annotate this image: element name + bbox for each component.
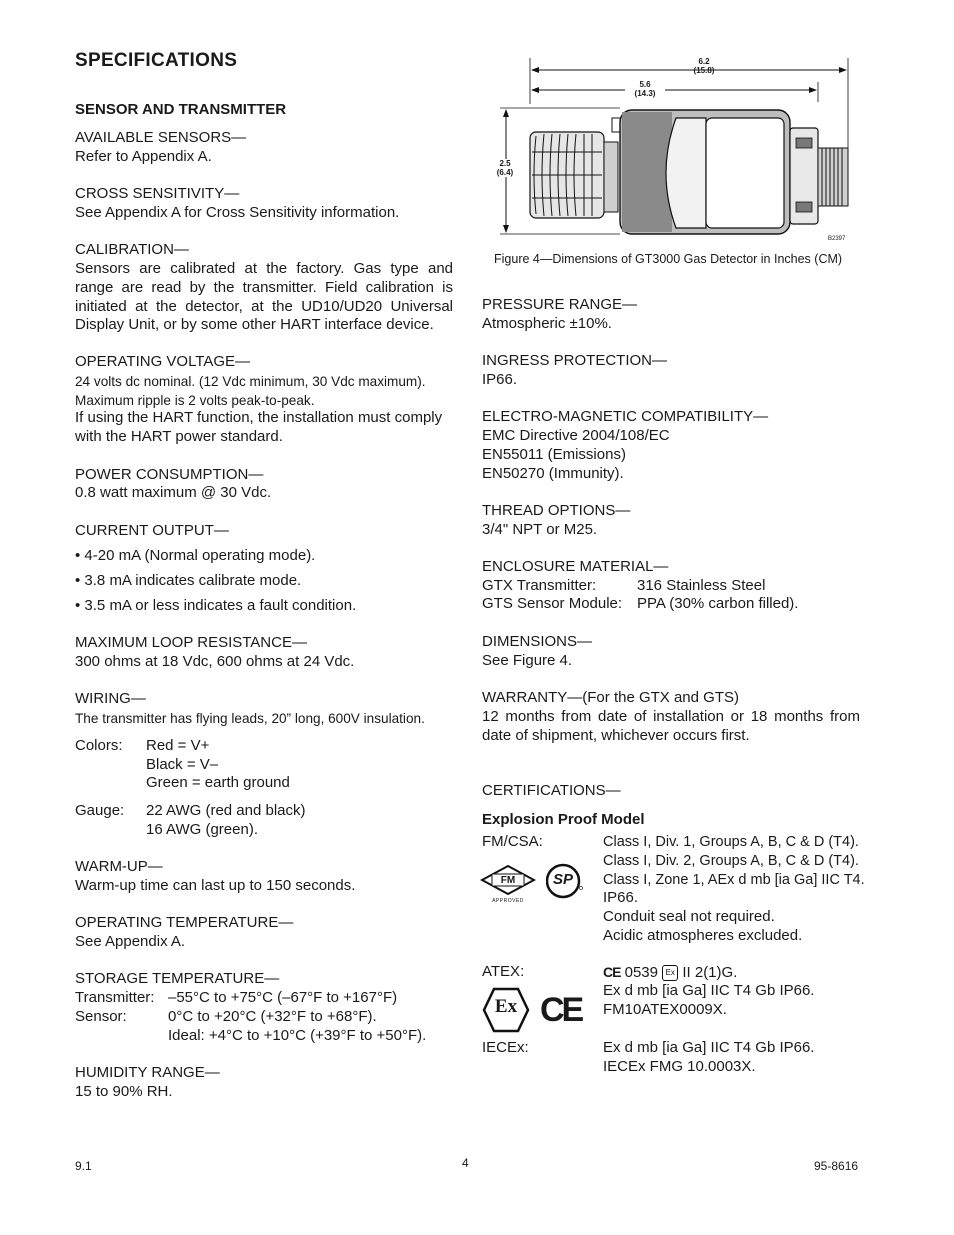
csa-logo (546, 862, 580, 898)
operating-temp-text: See Appendix A. (75, 933, 186, 950)
explosion-proof-model: Explosion Proof Model (482, 811, 645, 828)
storage-sensor-value: 0°C to +20°C (+32°F to +68°F). (168, 1008, 377, 1025)
calibration-line-2: range are read by the transmitter. Field calibration is (75, 279, 453, 296)
wiring-color-green: Green = earth ground (146, 774, 290, 791)
warm-up-heading: WARM-UP— (75, 858, 163, 875)
calibration-heading: CALIBRATION— (75, 241, 189, 258)
emc-line-2: EN55011 (Emissions) (482, 446, 626, 463)
storage-transmitter-value: –55°C to +75°C (–67°F to +167°F) (168, 989, 398, 1006)
pressure-heading: PRESSURE RANGE— (482, 296, 638, 313)
dim-body-cm: (14.3) (634, 89, 656, 98)
csa-logo-text: SP (552, 871, 573, 888)
wiring-gauge-2: 16 AWG (green). (146, 821, 258, 838)
wiring-colors-label: Colors: (75, 737, 123, 754)
atex-line-1: Ex d mb [ia Ga] IIC T4 Gb IP66. (603, 982, 815, 999)
dim-height-cm: (6.4) (496, 168, 514, 177)
emc-line-3: EN50270 (Immunity). (482, 465, 624, 482)
atex-notified-body: 0539 (624, 964, 658, 981)
storage-temp-heading: STORAGE TEMPERATURE— (75, 970, 280, 987)
footer-document-number: 95-8616 (814, 1159, 859, 1173)
fm-line-2: Class I, Div. 2, Groups A, B, C & D (T4). (603, 853, 859, 869)
available-sensors-heading: AVAILABLE SENSORS— (75, 129, 247, 146)
dimensions-text: See Figure 4. (482, 652, 573, 669)
iecex-line-2: IECEx FMG 10.0003X. (603, 1058, 756, 1075)
power-consumption-heading: POWER CONSUMPTION— (75, 466, 264, 483)
fm-line-3: Class I, Zone 1, AEx d mb [ia Ga] IIC T4. (603, 872, 865, 888)
operating-voltage-line-3: If using the HART function, the installation must comply (75, 409, 443, 426)
cross-sensitivity-heading: CROSS SENSITIVITY— (75, 185, 240, 202)
iecex-line-1: Ex d mb [ia Ga] IIC T4 Gb IP66. (603, 1039, 815, 1056)
cross-sensitivity-text: See Appendix A for Cross Sensitivity information. (75, 204, 400, 221)
wiring-gauge-label: Gauge: (75, 802, 125, 819)
enclosure-gts-label: GTS Sensor Module: (482, 595, 623, 612)
fm-logo-text: FM (500, 875, 516, 886)
dim-overall-inches: 6.2 (698, 57, 710, 66)
fm-line-6: Acidic atmospheres excluded. (603, 927, 803, 944)
storage-transmitter-label: Transmitter: (75, 989, 155, 1006)
emc-heading: ELECTRO-MAGNETIC COMPATIBILITY— (482, 408, 769, 425)
atex-ex-mark: Ex (662, 965, 678, 981)
wiring-heading: WIRING— (75, 690, 146, 707)
max-loop-heading: MAXIMUM LOOP RESISTANCE— (75, 634, 307, 651)
atex-group: II 2(1)G. (682, 964, 738, 981)
ingress-heading: INGRESS PROTECTION— (482, 352, 668, 369)
operating-voltage-heading: OPERATING VOLTAGE— (75, 353, 251, 370)
enclosure-gtx-value: 316 Stainless Steel (637, 577, 766, 594)
thread-text: 3/4" NPT or M25. (482, 521, 598, 538)
enclosure-gts-value: PPA (30% carbon filled). (637, 595, 799, 612)
page-title: SPECIFICATIONS (75, 50, 238, 71)
certifications-heading: CERTIFICATIONS— (482, 782, 621, 799)
warranty-line-1: 12 months from date of installation or 18 months from (482, 708, 860, 725)
gas-detector-dimension-figure (480, 52, 860, 242)
fm-line-4: IP66. (603, 889, 639, 906)
operating-voltage-line-2: Maximum ripple is 2 volts peak-to-peak. (75, 393, 315, 408)
fm-approved-logo (480, 862, 536, 902)
warm-up-text: Warm-up time can last up to 150 seconds. (75, 877, 356, 894)
calibration-line-1: Sensors are calibrated at the factory. Gas type and (75, 260, 453, 277)
wiring-gauge-1: 22 AWG (red and black) (146, 802, 306, 819)
operating-voltage-line-1: 24 volts dc nominal. (12 Vdc minimum, 30 Vdc maximum). (75, 374, 426, 389)
fm-line-5: Conduit seal not required. (603, 908, 775, 925)
fm-line-1: Class I, Div. 1, Groups A, B, C & D (T4). (603, 834, 859, 850)
calibration-line-3: initiated at the detector, at the UD10/UD20 Universal (75, 298, 453, 315)
current-output-heading: CURRENT OUTPUT— (75, 522, 229, 539)
dim-overall-cm: (15.8) (693, 66, 715, 75)
warranty-heading: WARRANTY—(For the GTX and GTS) (482, 689, 739, 706)
dim-height-inches: 2.5 (499, 159, 511, 168)
atex-ce-mark: CE (603, 964, 621, 980)
max-loop-text: 300 ohms at 18 Vdc, 600 ohms at 24 Vdc. (75, 653, 355, 670)
enclosure-heading: ENCLOSURE MATERIAL— (482, 558, 669, 575)
atex-marking (603, 963, 737, 983)
atex-label: ATEX: (482, 963, 525, 980)
footer-page-number: 4 (462, 1156, 469, 1170)
dim-body-inches: 5.6 (639, 80, 651, 89)
operating-voltage-line-4: with the HART power standard. (75, 428, 283, 445)
storage-sensor-ideal: Ideal: +4°C to +10°C (+39°F to +50°F). (168, 1027, 427, 1044)
ex-hexagon-logo (482, 987, 530, 1033)
section-heading-sensor-transmitter: SENSOR AND TRANSMITTER (75, 101, 287, 118)
current-output-bullet-3: • 3.5 mA or less indicates a fault condition. (75, 597, 357, 614)
dimensions-heading: DIMENSIONS— (482, 633, 593, 650)
power-consumption-text: 0.8 watt maximum @ 30 Vdc. (75, 484, 272, 501)
current-output-bullet-2: • 3.8 mA indicates calibrate mode. (75, 572, 302, 589)
ce-logo: CE (540, 991, 582, 1029)
storage-sensor-label: Sensor: (75, 1008, 127, 1025)
iecex-label: IECEx: (482, 1039, 529, 1056)
fm-approved-text: APPROVED (492, 898, 524, 904)
wiring-text: The transmitter has flying leads, 20” long, 600V insulation. (75, 711, 425, 726)
fm-csa-label: FM/CSA: (482, 833, 543, 850)
operating-temp-heading: OPERATING TEMPERATURE— (75, 914, 294, 931)
ingress-text: IP66. (482, 371, 518, 388)
ex-logo-text: Ex (494, 996, 518, 1017)
available-sensors-text: Refer to Appendix A. (75, 148, 212, 165)
footer-version: 9.1 (75, 1159, 92, 1173)
wiring-color-black: Black = V– (146, 756, 219, 773)
figure-caption: Figure 4—Dimensions of GT3000 Gas Detector in Inches (CM) (494, 252, 843, 266)
current-output-bullet-1: • 4-20 mA (Normal operating mode). (75, 547, 316, 564)
enclosure-gtx-label: GTX Transmitter: (482, 577, 597, 594)
humidity-heading: HUMIDITY RANGE— (75, 1064, 220, 1081)
wiring-color-red: Red = V+ (146, 737, 210, 754)
figure-code: B2397 (828, 236, 846, 242)
atex-line-2: FM10ATEX0009X. (603, 1001, 727, 1018)
emc-line-1: EMC Directive 2004/108/EC (482, 427, 670, 444)
pressure-text: Atmospheric ±10%. (482, 315, 612, 332)
humidity-text: 15 to 90% RH. (75, 1083, 173, 1100)
warranty-line-2: date of shipment, whichever occurs first. (482, 727, 750, 744)
thread-heading: THREAD OPTIONS— (482, 502, 631, 519)
calibration-line-4: Display Unit, or by some other HART interface device. (75, 316, 434, 333)
